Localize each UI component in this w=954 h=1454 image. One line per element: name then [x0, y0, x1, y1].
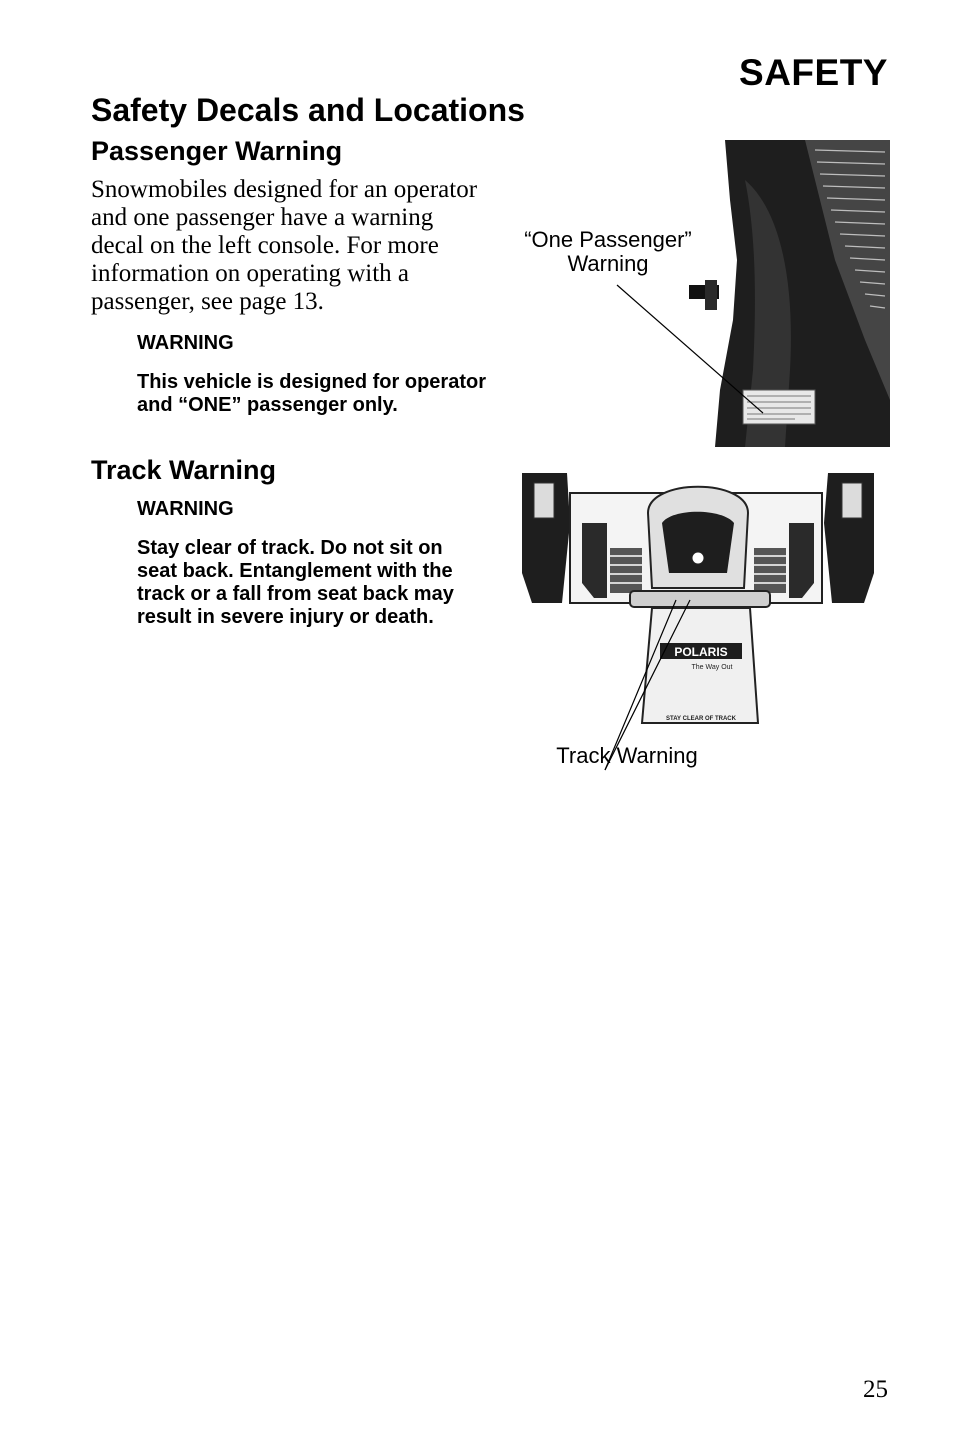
passenger-warning-label: WARNING	[137, 332, 234, 354]
track-warning-text: Stay clear of track. Do not sit on seat back. Entanglement with the track or a fall from seat back may result in severe injury or death.	[137, 537, 454, 628]
flap-logo: POLARIS	[674, 645, 728, 659]
section-header: SAFETY	[739, 52, 888, 93]
passenger-warning-text: This vehicle is designed for operator and “ONE” passenger only.	[137, 371, 486, 416]
page-number: 25	[863, 1376, 888, 1403]
one-passenger-callout: “One Passenger” Warning	[524, 227, 692, 276]
passenger-warning-body: Snowmobiles designed for an operator and one passenger have a warning decal on the left console. For more information on operating with a passenger, see page 13.	[91, 176, 478, 315]
track-warning-heading: Track Warning	[91, 455, 277, 485]
track-warning-callout: Track Warning	[556, 743, 698, 768]
page-title: Safety Decals and Locations	[91, 92, 525, 128]
flap-tagline: The Way Out	[691, 664, 733, 671]
track-warning-label: WARNING	[137, 498, 234, 520]
flap-decal-text: STAY CLEAR OF TRACK	[666, 716, 736, 722]
passenger-warning-heading: Passenger Warning	[91, 136, 343, 166]
